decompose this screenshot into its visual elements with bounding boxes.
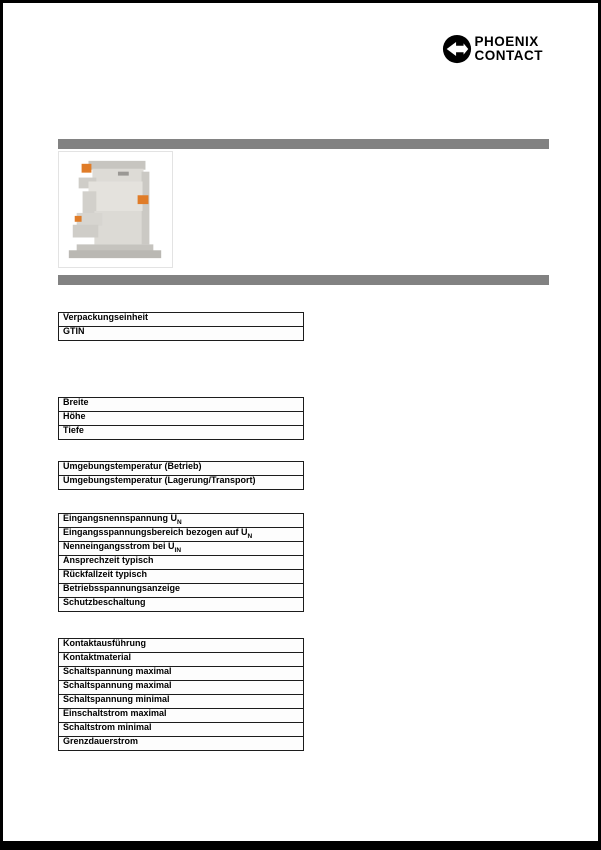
spec-table-dimensions [58,397,304,440]
spec-label: Höhe [63,411,86,422]
spec-row [58,736,304,751]
spec-table-packaging [58,312,304,341]
section-divider-top [58,139,549,149]
spec-row [58,411,304,426]
spec-label: Schaltspannung maximal [63,680,172,691]
spec-label: Tiefe [63,425,84,436]
spec-row [58,425,304,440]
spec-table-output [58,638,304,751]
spec-label: Schaltstrom minimal [63,722,152,733]
spec-label: GTIN [63,326,85,337]
spec-row [58,397,304,412]
spec-row [58,638,304,653]
spec-row [58,569,304,584]
spec-row [58,475,304,490]
spec-table-ambient [58,461,304,490]
spec-row [58,541,304,556]
spec-row [58,513,304,528]
spec-row [58,694,304,709]
spec-row [58,722,304,737]
brand-wordmark [475,35,544,63]
spec-label: Ansprechzeit typisch [63,555,154,566]
spec-label: Kontaktausführung [63,638,146,649]
spec-label: Schaltspannung minimal [63,694,170,705]
spec-label: Grenzdauerstrom [63,736,139,747]
spec-row [58,312,304,327]
product-image [58,151,173,268]
spec-row [58,597,304,612]
relay-module-illustration [59,152,172,267]
brand-logo [442,34,544,64]
phoenix-contact-logo-icon [442,34,472,64]
spec-label: Schutzbeschaltung [63,597,146,608]
spec-row [58,527,304,542]
spec-table-input [58,513,304,612]
spec-row [58,708,304,723]
spec-label: Umgebungstemperatur (Lagerung/Transport) [63,475,256,486]
spec-row [58,461,304,476]
spec-row [58,680,304,695]
brand-line2: CONTACT [474,48,543,63]
spec-label: Rückfallzeit typisch [63,569,148,580]
spec-label: Eingangsspannungsbereich bezogen auf $U_N$ [63,527,253,541]
spec-label: Kontaktmaterial [63,652,132,663]
spec-label: Schaltspannung maximal [63,666,172,677]
spec-label: Einschaltstrom maximal [63,708,167,719]
spec-row [58,583,304,598]
spec-label: Eingangsnennspannung $U_N$ [63,513,182,527]
spec-label: Nenneingangsstrom bei $U_{IN}$ [63,541,182,555]
spec-label: Umgebungstemperatur (Betrieb) [63,461,202,472]
section-divider-bottom [58,275,549,285]
spec-row [58,652,304,667]
spec-row [58,666,304,681]
spec-label: Betriebsspannungsanzeige [63,583,181,594]
spec-label: Verpackungseinheit [63,312,149,323]
spec-row [58,555,304,570]
spec-row [58,326,304,341]
brand-line1: PHOENIX [474,34,539,49]
spec-label: Breite [63,397,89,408]
